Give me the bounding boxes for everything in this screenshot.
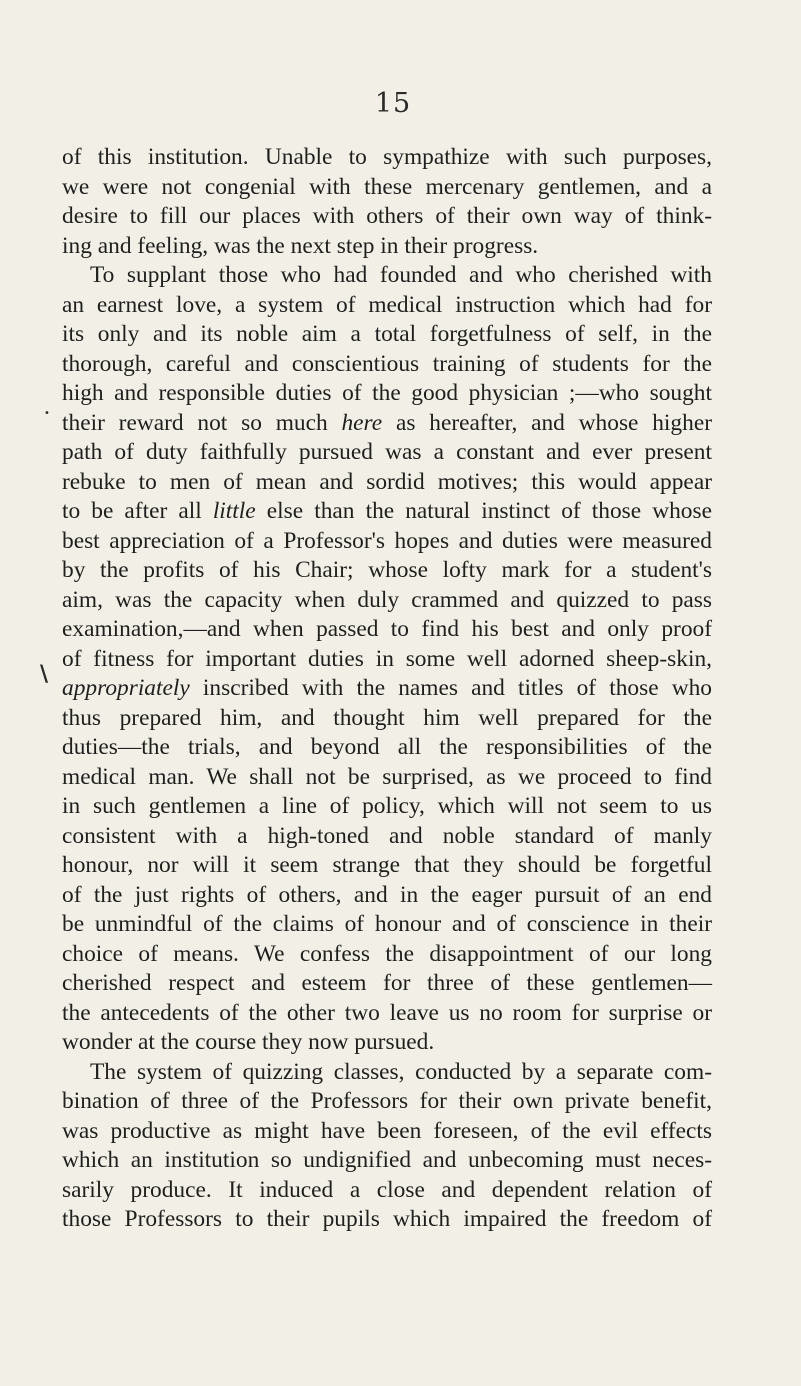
text-line: in such gentlemen a line of policy, which will not seem to us bbox=[62, 793, 712, 819]
text-line: the antecedents of the other two leave us no room for surprise or bbox=[62, 999, 712, 1026]
text-line: best appreciation of a Professor's hopes and duties were measured bbox=[62, 527, 712, 554]
text-line: To supplant those who had founded and who cherished with bbox=[90, 262, 712, 288]
text-line bbox=[62, 497, 712, 527]
text-segment: inscribed with the names and titles of those who bbox=[202, 675, 712, 701]
text-line: its only and its noble aim a total forgetfulness of self, in the bbox=[62, 321, 712, 347]
text-segment: to be after all bbox=[62, 498, 202, 524]
margin-bracket-mark: \ bbox=[40, 662, 49, 687]
text-line: ing and feeling, was the next step in their progress. bbox=[62, 232, 539, 259]
text-line: which an institution so undignified and unbecoming must neces- bbox=[62, 1147, 712, 1173]
text-line: those Professors to their pupils which impaired the freedom of bbox=[62, 1206, 712, 1232]
text-line bbox=[62, 674, 712, 704]
text-line: examination,—and when passed to find his best and only proof bbox=[62, 616, 712, 642]
text-line: of this institution. Unable to sympathize with such purposes, bbox=[62, 144, 712, 170]
text-line bbox=[62, 409, 712, 439]
text-line: we were not congenial with these mercenary gentlemen, and a bbox=[62, 173, 712, 200]
margin-dot-mark: • bbox=[44, 408, 50, 419]
text-line: path of duty faithfully pursued was a constant and ever present bbox=[62, 439, 712, 465]
text-line: high and responsible duties of the good physician ;—who sought bbox=[62, 380, 712, 406]
text-line: of the just rights of others, and in the eager pursuit of an end bbox=[62, 881, 712, 908]
text-line: consistent with a high-toned and noble standard of manly bbox=[62, 822, 712, 849]
text-line: The system of quizzing classes, conducted by a separate com- bbox=[90, 1058, 712, 1085]
italic-word: little bbox=[212, 498, 256, 524]
text-line: choice of means. We confess the disappointment of our long bbox=[62, 940, 712, 967]
text-line: desire to fill our places with others of their own way of think- bbox=[62, 203, 712, 229]
body-text bbox=[62, 143, 712, 1235]
page-number: 15 bbox=[374, 88, 412, 119]
text-line: thorough, careful and conscientious training of students for the bbox=[62, 350, 712, 377]
text-line: duties—the trials, and beyond all the responsibilities of the bbox=[62, 734, 712, 760]
text-line: sarily produce. It induced a close and dependent relation of bbox=[62, 1176, 712, 1203]
text-line: bination of three of the Professors for their own private benefit, bbox=[62, 1088, 712, 1114]
italic-word: here bbox=[341, 409, 383, 436]
text-line: of fitness for important duties in some well adorned sheep-skin, bbox=[62, 645, 712, 672]
text-segment: their reward not so much bbox=[62, 409, 328, 436]
text-segment: as hereafter, and whose higher bbox=[396, 409, 712, 436]
text-line: be unmindful of the claims of honour and of conscience in their bbox=[62, 911, 712, 937]
text-line: aim, was the capacity when duly crammed and quizzed to pass bbox=[62, 586, 712, 613]
text-line: by the profits of his Chair; whose lofty mark for a student's bbox=[62, 557, 712, 583]
text-line: rebuke to men of mean and sordid motives; this would appear bbox=[62, 468, 712, 495]
text-line: thus prepared him, and thought him well prepared for the bbox=[62, 704, 712, 731]
text-line: honour, nor will it seem strange that they should be forgetful bbox=[62, 852, 712, 878]
text-line: was productive as might have been foreseen, of the evil effects bbox=[62, 1117, 712, 1144]
text-line: medical man. We shall not be surprised, as we proceed to find bbox=[62, 763, 712, 790]
text-line: an earnest love, a system of medical instruction which had for bbox=[62, 291, 712, 318]
text-line: wonder at the course they now pursued. bbox=[62, 1029, 435, 1055]
text-segment: else than the natural instinct of those whose bbox=[266, 498, 712, 524]
text-line: cherished respect and esteem for three of these gentlemen— bbox=[62, 970, 712, 996]
italic-word: appropriately bbox=[62, 675, 190, 701]
